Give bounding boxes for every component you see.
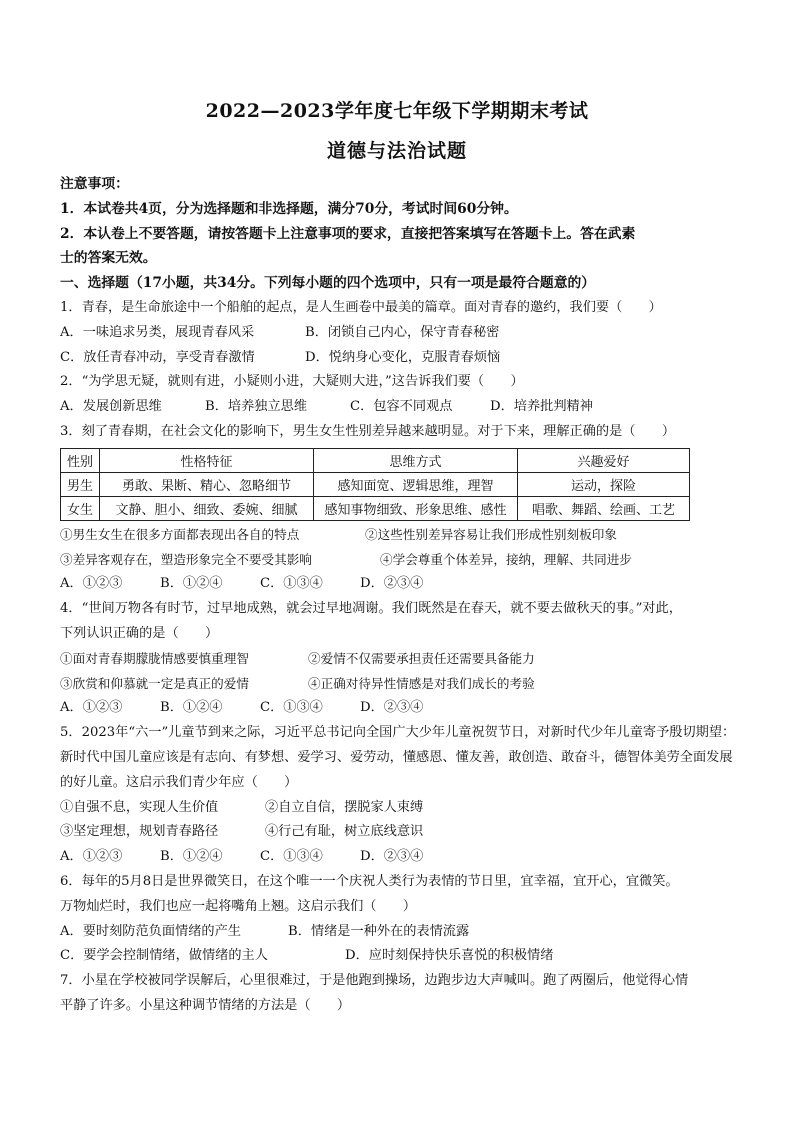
q6-stem-line2: 万物灿烂时，我们也应一起将嘴角上翘。这启示我们（ ） — [60, 898, 417, 914]
q5-statement-3: ③坚定理想，规划青春路径 — [60, 824, 219, 840]
q3-statement-1: ①男生女生在很多方面都表现出各自的特点 — [60, 526, 300, 542]
q2-option-c: C．包容不同观点 — [350, 399, 453, 415]
q3-statement-3: ③差异客观存在，塑造形象完全不要受其影响 — [60, 551, 312, 567]
q5-option-a: A．①②③ — [60, 849, 123, 865]
q1-option-c: C．放任青春冲动，享受青春激情 — [60, 349, 255, 365]
q4-statement-3: ③欣赏和仰慕就一定是真正的爱情 — [60, 675, 249, 691]
notes-item-2: 2．本认卷上不要答题，请按答题卡上注意事项的要求，直接把答案填写在答题卡上。答在武素 — [60, 225, 636, 242]
q3-option-b: B．①②④ — [160, 576, 223, 592]
q4-statement-2: ②爱情不仅需要承担责任还需要具备能力 — [308, 650, 535, 666]
q5-option-d: D．②③④ — [360, 849, 424, 865]
q6-option-b: B．情绪是一种外在的表情流露 — [288, 923, 470, 939]
q1-option-b: B．闭锁自己内心，保守青春秘密 — [305, 324, 500, 340]
q6-options-row1 — [60, 920, 740, 945]
table-cell: 感知面宽、逻辑思维，理智 — [314, 472, 518, 496]
q6-option-a: A．要时刻防范负面情绪的产生 — [60, 923, 241, 939]
table-cell: 女生 — [61, 496, 100, 520]
q1-stem: 1．青春，是生命旅途中一个船舶的起点，是人生画卷中最美的篇章。面对青春的邀约，我们要（ ） — [60, 299, 662, 315]
q3-option-c: C．①③④ — [260, 576, 323, 592]
table-cell: 运动，探险 — [518, 472, 690, 496]
q4-option-a: A．①②③ — [60, 700, 123, 716]
table-header-row — [61, 448, 690, 472]
table-cell: 感知事物细致、形象思维、感性 — [314, 496, 518, 520]
q3-statement-2: ②这些性别差异容易让我们形成性别刻板印象 — [365, 526, 617, 542]
notes-section — [60, 172, 740, 271]
q3-option-d: D．②③④ — [360, 576, 424, 592]
table-header-cell: 兴趣爱好 — [518, 448, 690, 472]
notes-item-3: 士的答案无效。 — [60, 250, 157, 267]
q7-stem-line2: 平静了许多。小星这种调节情绪的方法是（ ） — [60, 997, 351, 1013]
q4-option-d: D．②③④ — [360, 700, 424, 716]
q5-statement-1: ①自强不息，实现人生价值 — [60, 799, 219, 815]
q4-option-c: C．①③④ — [260, 700, 323, 716]
q4-stem-line2: 下列认识正确的是（ ） — [60, 625, 219, 641]
exam-subtitle: 道德与法治试题 — [326, 140, 467, 162]
table-header-cell: 性格特征 — [100, 448, 314, 472]
q1-options-row2 — [60, 346, 740, 371]
q3-options — [60, 572, 740, 597]
q5-options — [60, 845, 740, 870]
q4-statement-1: ①面对青春期朦胧情感要慎重理智 — [60, 650, 249, 666]
q4-statements-row1 — [60, 647, 740, 672]
q2-option-d: D．培养批判精神 — [490, 399, 593, 415]
exam-content — [60, 172, 740, 1019]
q5-option-c: C．①③④ — [260, 849, 323, 865]
q3-table — [60, 448, 690, 521]
q3-option-a: A．①②③ — [60, 576, 123, 592]
q4-options — [60, 696, 740, 721]
q5-stem: 5．2023年“六一”儿童节到来之际，习近平总书记向全国广大少年儿童祝贺节日，对新时代少年儿童寄予殷切期望：新时代中国儿童应该是有志向、有梦想、爱学习、爱劳动，懂感恩、懂友善，敢创造、敢奋斗，德智体美劳全面发展的好儿童。这启示我们青少年应（ ） — [60, 725, 736, 790]
table-header-cell: 思维方式 — [314, 448, 518, 472]
exam-title: 2022—2023学年度七年级下学期期末考试 — [205, 100, 589, 122]
table-cell: 男生 — [61, 472, 100, 496]
q5-statements-row1 — [60, 796, 740, 821]
q1-option-a: A．一味追求另类，展现青春风采 — [60, 324, 255, 340]
q5-statement-2: ②自立自信，摆脱家人束缚 — [265, 799, 424, 815]
q6-options-row2 — [60, 944, 740, 969]
q2-options — [60, 395, 740, 420]
table-cell: 文静、胆小、细致、委婉、细腻 — [100, 496, 314, 520]
table-row — [61, 472, 690, 496]
q2-option-b: B．培养独立思维 — [205, 399, 308, 415]
q3-stem: 3．刻了青春期，在社会文化的影响下，男生女生性别差异越来越明显。对于下来，理解正确的是（ ） — [60, 423, 676, 439]
q5-statements-row2 — [60, 820, 740, 845]
q6-option-c: C．要学会控制情绪，做情绪的主人 — [60, 948, 268, 964]
q1-option-d: D．悦纳身心变化，克服青春烦恼 — [305, 349, 501, 365]
q4-statement-4: ④正确对待异性情感是对我们成长的考验 — [308, 675, 535, 691]
q4-stem-line1: 4．“世间万物各有时节，过早地成熟，就会过早地凋谢。我们既然是在春天，就不要去做秋天的事。”对此， — [60, 601, 682, 617]
q5-statement-4: ④行己有耻，树立底线意识 — [265, 824, 424, 840]
notes-heading: 注意事项： — [60, 176, 129, 192]
q3-statement-4: ④学会尊重个体差异，接纳，理解、共同进步 — [380, 551, 632, 567]
table-header-cell: 性别 — [61, 448, 100, 472]
q2-stem: 2．“为学思无疑，就则有进，小疑则小进，大疑则大进，”这告诉我们要（ ） — [60, 374, 524, 390]
q1-options-row1 — [60, 321, 740, 346]
q2-option-a: A．发展创新思维 — [60, 399, 162, 415]
q6-option-d: D．应时刻保持快乐喜悦的积极情绪 — [345, 948, 554, 964]
q4-statements-row2 — [60, 672, 740, 697]
section-heading: 一、选择题（17小题，共34分。下列每小题的四个选项中，只有一项是最符合题意的） — [60, 275, 596, 292]
table-cell: 唱歌、舞蹈、绘画、工艺 — [518, 496, 690, 520]
q4-option-b: B．①②④ — [160, 700, 223, 716]
table-cell: 勇敢、果断、精心、忽略细节 — [100, 472, 314, 496]
q6-stem-line1: 6．每年的5月8日是世界微笑日，在这个唯一一个庆祝人类行为表情的节日里，宜幸福，宜开心，宜微笑。 — [60, 873, 679, 889]
q3-statements-row1 — [60, 523, 740, 548]
table-row — [61, 496, 690, 520]
q7-stem-line1: 7．小星在学校被同学误解后，心里很难过，于是他跑到操场，边跑步边大声喊叫。跑了两圈后，他觉得心情 — [60, 973, 689, 989]
q3-statements-row2 — [60, 548, 740, 573]
q5-option-b: B．①②④ — [160, 849, 223, 865]
notes-item-1: 1．本试卷共4页，分为选择题和非选择题，满分70分，考试时间60分钟。 — [60, 200, 518, 217]
